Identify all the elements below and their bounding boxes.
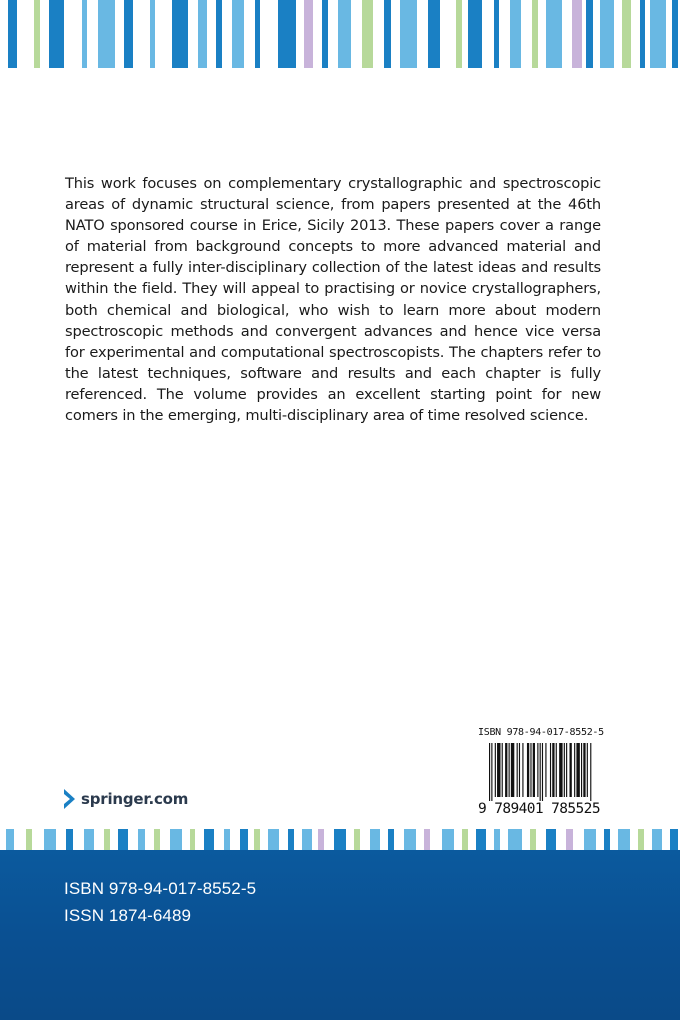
barcode-bar <box>540 743 541 801</box>
back-cover-description: This work focuses on complementary crystallographic and spectroscopic areas of dynamic structural science, from papers presented at the 46th NATO sponsored course in Erice, Sicily 2013. These papers cover a range of material from background concepts to more advanced material and represent a fully inter-disciplinary collection of the latest ideas and results within the field. They will appeal to practising or novice crystallographers, both chemical and biological, who wish to learn more about modern spectroscopic methods and convergent advances and hence vice versa for experimental and computational spectroscopists. The chapters refer to the latest techniques, software and results and each chapter is fully referenced. The volume provides an excellent starting point for new comers in the emerging, multi-disciplinary area of time resolved science. <box>65 175 601 425</box>
stripe <box>670 829 678 850</box>
barcode-bars <box>489 743 613 801</box>
barcode-bar <box>509 743 510 797</box>
stripe <box>546 829 556 850</box>
top-stripe-band <box>0 0 680 68</box>
stripe <box>362 0 373 68</box>
barcode-bar <box>517 743 518 797</box>
stripe <box>66 829 73 850</box>
stripe <box>456 0 462 68</box>
barcode-bar <box>533 743 535 797</box>
stripe <box>510 0 521 68</box>
barcode-bar <box>587 743 588 797</box>
stripe <box>288 829 294 850</box>
barcode-bar <box>574 743 575 797</box>
barcode-bar <box>576 743 579 797</box>
stripe <box>546 0 562 68</box>
barcode-bar <box>583 743 585 797</box>
stripe <box>640 0 645 68</box>
stripe <box>255 0 260 68</box>
barcode-bar <box>550 743 551 797</box>
barcode-bar <box>495 743 496 797</box>
stripe <box>6 829 14 850</box>
stripe <box>322 0 328 68</box>
barcode-bar <box>511 743 514 797</box>
bottom-stripe-band <box>0 829 680 850</box>
stripe <box>138 829 145 850</box>
stripe <box>384 0 391 68</box>
stripe <box>400 0 417 68</box>
stripe <box>442 829 454 850</box>
stripe <box>232 0 244 68</box>
barcode <box>476 727 616 819</box>
barcode-digits: 9 789401 785525 <box>478 801 600 817</box>
stripe <box>8 0 17 68</box>
stripe <box>278 0 296 68</box>
barcode-bar <box>566 743 567 797</box>
barcode-bar <box>581 743 582 797</box>
barcode-bar <box>489 743 490 801</box>
barcode-bar <box>530 743 531 797</box>
barcode-bar <box>545 743 546 797</box>
barcode-bar <box>564 743 565 797</box>
stripe <box>388 829 394 850</box>
stripe <box>600 0 614 68</box>
stripe <box>424 829 430 850</box>
barcode-bar <box>559 743 562 797</box>
stripe <box>338 0 351 68</box>
stripe <box>150 0 155 68</box>
barcode-bar <box>491 743 492 801</box>
stripe <box>354 829 360 850</box>
stripe <box>240 829 248 850</box>
stripe <box>26 829 32 850</box>
barcode-bar <box>522 743 523 797</box>
barcode-bar <box>537 743 538 797</box>
barcode-bar <box>570 743 572 797</box>
stripe <box>49 0 64 68</box>
stripe <box>104 829 110 850</box>
stripe <box>198 0 207 68</box>
stripe <box>318 829 324 850</box>
stripe <box>124 0 133 68</box>
stripe <box>254 829 260 850</box>
stripe <box>190 829 195 850</box>
barcode-bar <box>505 743 507 797</box>
stripe <box>652 829 662 850</box>
barcode-bar <box>556 743 557 797</box>
stripe <box>618 829 630 850</box>
stripe <box>302 829 312 850</box>
stripe <box>530 829 536 850</box>
barcode-bar <box>590 743 591 801</box>
barcode-bar <box>497 743 500 797</box>
stripe <box>532 0 538 68</box>
footer-issn: ISSN 1874-6489 <box>64 906 192 925</box>
barcode-bar <box>502 743 503 797</box>
stripe <box>566 829 573 850</box>
stripe <box>672 0 678 68</box>
stripe <box>586 0 593 68</box>
stripe <box>604 829 610 850</box>
stripe <box>650 0 666 68</box>
stripe <box>82 0 87 68</box>
stripe <box>370 829 380 850</box>
stripe <box>34 0 40 68</box>
stripe <box>494 0 499 68</box>
stripe <box>572 0 582 68</box>
barcode-bar <box>552 743 554 797</box>
stripe <box>98 0 115 68</box>
stripe <box>622 0 631 68</box>
stripe <box>224 829 230 850</box>
stripe <box>494 829 500 850</box>
barcode-isbn-label: ISBN 978-94-017-8552-5 <box>478 727 604 738</box>
footer-isbn: ISBN 978-94-017-8552-5 <box>64 879 257 898</box>
stripe <box>334 829 346 850</box>
stripe <box>304 0 313 68</box>
chevron-right-icon <box>63 788 77 810</box>
stripe <box>84 829 94 850</box>
publisher-website[interactable] <box>63 787 188 811</box>
stripe <box>216 0 222 68</box>
barcode-bar <box>519 743 520 797</box>
stripe <box>428 0 440 68</box>
stripe <box>172 0 188 68</box>
stripe <box>584 829 596 850</box>
publisher-website-label: springer.com <box>81 790 189 808</box>
stripe <box>204 829 214 850</box>
stripe <box>268 829 279 850</box>
stripe <box>468 0 482 68</box>
stripe <box>170 829 182 850</box>
stripe <box>118 829 128 850</box>
stripe <box>508 829 522 850</box>
stripe <box>44 829 56 850</box>
barcode-bar <box>542 743 543 801</box>
stripe <box>154 829 160 850</box>
barcode-bar <box>527 743 529 797</box>
footer-band <box>0 850 680 1020</box>
stripe <box>476 829 486 850</box>
stripe <box>638 829 644 850</box>
stripe <box>404 829 416 850</box>
stripe <box>462 829 468 850</box>
